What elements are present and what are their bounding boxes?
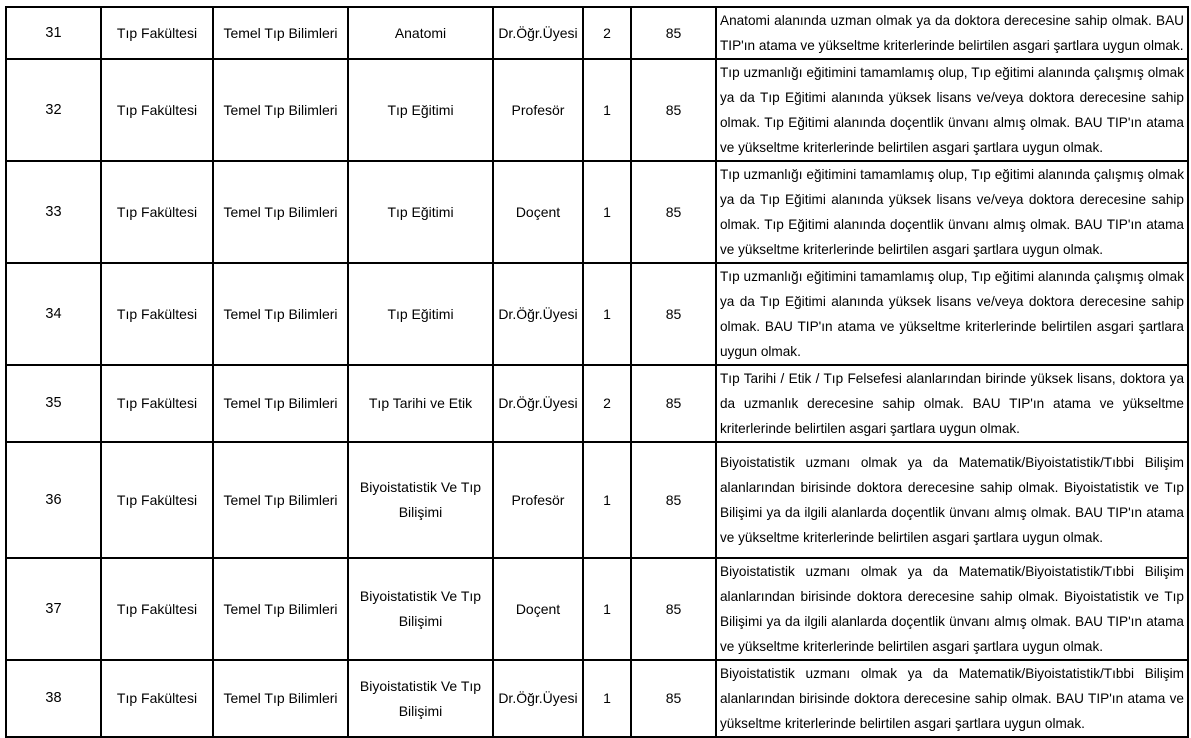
field-cell: Tıp Eğitimi [348, 161, 493, 263]
row-number: 31 [6, 7, 101, 59]
requirement-cell: Tıp uzmanlığı eğitimini tamamlamış olup, Tıp eğitimi alanında çalışmış olmak ya da Tıp Eğitimi alanında yüksek lisans ve/veya doktora derecesine sahip olmak. Tıp Eğitimi alanında doçentlik ünvanı almış olmak. BAU TIP'ın atama ve yükseltme kriterlerinde belirtilen asgari şartlara uygun olmak. [716, 161, 1188, 263]
score-cell: 85 [631, 365, 716, 442]
title-cell: Doçent [493, 161, 583, 263]
row-number: 32 [6, 59, 101, 161]
table-row [6, 365, 1188, 442]
table-row [6, 558, 1188, 660]
field-cell: Tıp Eğitimi [348, 59, 493, 161]
row-number: 36 [6, 442, 101, 558]
field-cell: Biyoistatistik Ve Tıp Bilişimi [348, 558, 493, 660]
faculty-cell: Tıp Fakültesi [101, 161, 213, 263]
field-cell: Biyoistatistik Ve Tıp Bilişimi [348, 442, 493, 558]
positions-table [5, 6, 1189, 738]
row-number: 38 [6, 660, 101, 737]
faculty-cell: Tıp Fakültesi [101, 263, 213, 365]
field-cell: Tıp Tarihi ve Etik [348, 365, 493, 442]
requirement-cell: Biyoistatistik uzmanı olmak ya da Matematik/Biyoistatistik/Tıbbi Bilişim alanlarından birisinde doktora derecesine sahip olmak. Biyoistatistik ve Tıp Bilişimi ya da ilgili alanlarda doçentlik ünvanı almış olmak. BAU TIP'ın atama ve yükseltme kriterlerinde belirtilen asgari şartlara uygun olmak. [716, 558, 1188, 660]
department-cell: Temel Tıp Bilimleri [213, 442, 348, 558]
faculty-cell: Tıp Fakültesi [101, 7, 213, 59]
requirement-cell: Tıp uzmanlığı eğitimini tamamlamış olup, Tıp eğitimi alanında çalışmış olmak ya da Tıp Eğitimi alanında yüksek lisans ve/veya doktora derecesine sahip olmak. BAU TIP'ın atama ve yükseltme kriterlerinde belirtilen asgari şartlara uygun olmak. [716, 263, 1188, 365]
count-cell: 1 [583, 263, 631, 365]
table-row [6, 161, 1188, 263]
department-cell: Temel Tıp Bilimleri [213, 59, 348, 161]
department-cell: Temel Tıp Bilimleri [213, 161, 348, 263]
score-cell: 85 [631, 660, 716, 737]
table-row [6, 7, 1188, 59]
faculty-cell: Tıp Fakültesi [101, 365, 213, 442]
title-cell: Profesör [493, 442, 583, 558]
title-cell: Dr.Öğr.Üyesi [493, 365, 583, 442]
requirement-cell: Biyoistatistik uzmanı olmak ya da Matematik/Biyoistatistik/Tıbbi Bilişim alanlarından birisinde doktora derecesine sahip olmak. Biyoistatistik ve Tıp Bilişimi ya da ilgili alanlarda doçentlik ünvanı almış olmak. BAU TIP'ın atama ve yükseltme kriterlerinde belirtilen asgari şartlara uygun olmak. [716, 442, 1188, 558]
count-cell: 1 [583, 442, 631, 558]
count-cell: 1 [583, 660, 631, 737]
score-cell: 85 [631, 263, 716, 365]
faculty-cell: Tıp Fakültesi [101, 660, 213, 737]
faculty-cell: Tıp Fakültesi [101, 59, 213, 161]
count-cell: 2 [583, 7, 631, 59]
department-cell: Temel Tıp Bilimleri [213, 660, 348, 737]
faculty-cell: Tıp Fakültesi [101, 442, 213, 558]
department-cell: Temel Tıp Bilimleri [213, 558, 348, 660]
count-cell: 1 [583, 59, 631, 161]
department-cell: Temel Tıp Bilimleri [213, 7, 348, 59]
row-number: 35 [6, 365, 101, 442]
table-row [6, 263, 1188, 365]
count-cell: 1 [583, 558, 631, 660]
score-cell: 85 [631, 7, 716, 59]
title-cell: Doçent [493, 558, 583, 660]
score-cell: 85 [631, 442, 716, 558]
field-cell: Tıp Eğitimi [348, 263, 493, 365]
department-cell: Temel Tıp Bilimleri [213, 263, 348, 365]
requirement-cell: Tıp uzmanlığı eğitimini tamamlamış olup, Tıp eğitimi alanında çalışmış olmak ya da Tıp Eğitimi alanında yüksek lisans ve/veya doktora derecesine sahip olmak. Tıp Eğitimi alanında doçentlik ünvanı almış olmak. BAU TIP'ın atama ve yükseltme kriterlerinde belirtilen asgari şartlara uygun olmak. [716, 59, 1188, 161]
title-cell: Dr.Öğr.Üyesi [493, 7, 583, 59]
row-number: 37 [6, 558, 101, 660]
field-cell: Biyoistatistik Ve Tıp Bilişimi [348, 660, 493, 737]
requirement-cell: Tıp Tarihi / Etik / Tıp Felsefesi alanlarından birinde yüksek lisans, doktora ya da uzmanlık derecesine sahip olmak. BAU TIP'ın atama ve yükseltme kriterlerinde belirtilen asgari şartlara uygun olmak. [716, 365, 1188, 442]
title-cell: Dr.Öğr.Üyesi [493, 660, 583, 737]
score-cell: 85 [631, 161, 716, 263]
table-row [6, 660, 1188, 737]
row-number: 34 [6, 263, 101, 365]
faculty-cell: Tıp Fakültesi [101, 558, 213, 660]
score-cell: 85 [631, 558, 716, 660]
field-cell: Anatomi [348, 7, 493, 59]
department-cell: Temel Tıp Bilimleri [213, 365, 348, 442]
table-row [6, 59, 1188, 161]
count-cell: 2 [583, 365, 631, 442]
title-cell: Dr.Öğr.Üyesi [493, 263, 583, 365]
score-cell: 85 [631, 59, 716, 161]
title-cell: Profesör [493, 59, 583, 161]
requirement-cell: Anatomi alanında uzman olmak ya da doktora derecesine sahip olmak. BAU TIP'ın atama ve yükseltme kriterlerinde belirtilen asgari şartlara uygun olmak. [716, 7, 1188, 59]
count-cell: 1 [583, 161, 631, 263]
requirement-cell: Biyoistatistik uzmanı olmak ya da Matematik/Biyoistatistik/Tıbbi Bilişim alanlarından birisinde doktora derecesine sahip olmak. BAU TIP'ın atama ve yükseltme kriterlerinde belirtilen asgari şartlara uygun olmak. [716, 660, 1188, 737]
row-number: 33 [6, 161, 101, 263]
table-row [6, 442, 1188, 558]
